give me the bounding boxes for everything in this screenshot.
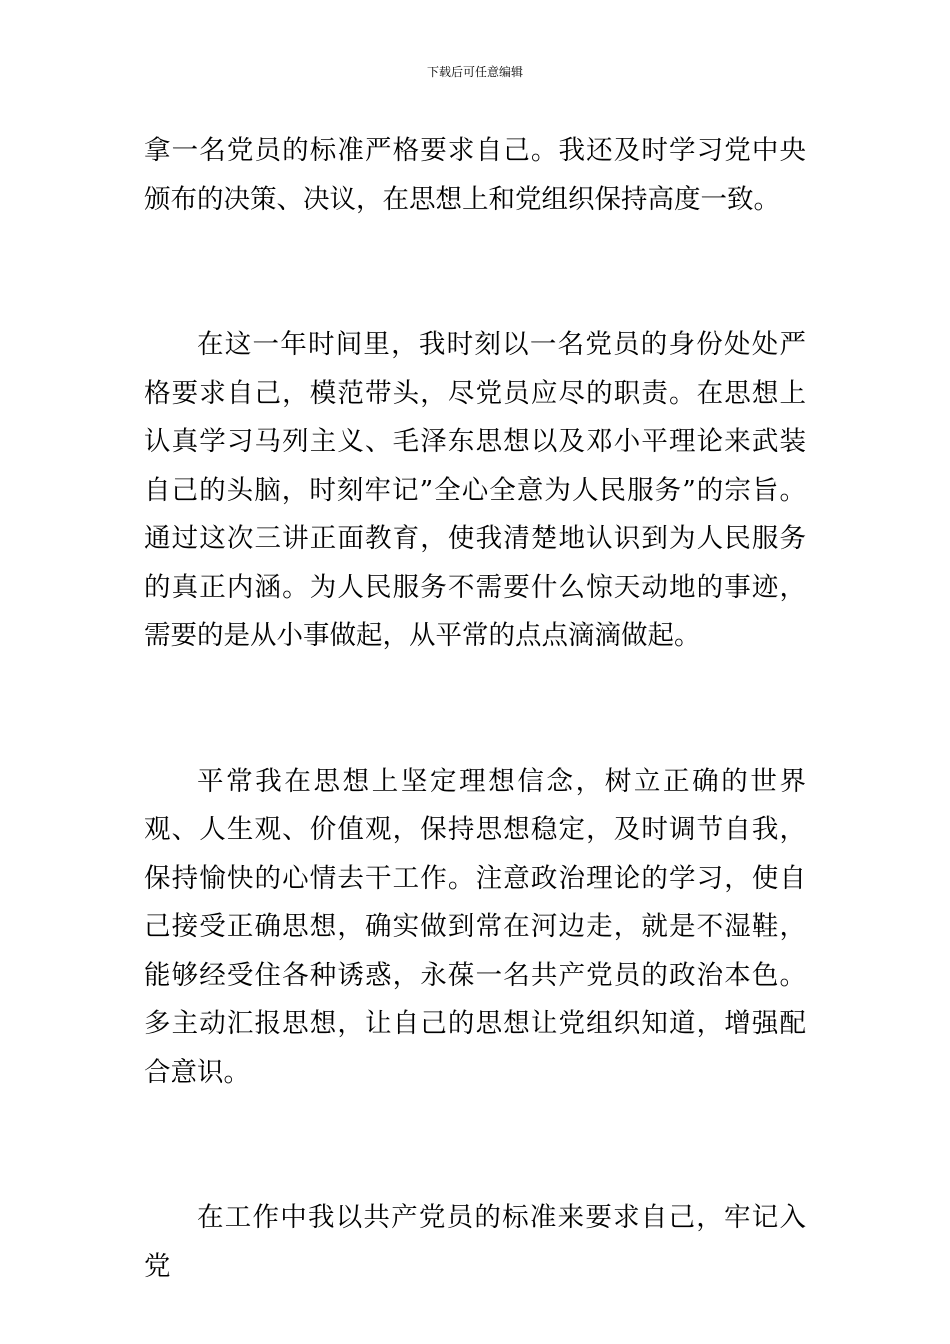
paragraph-spacer — [144, 224, 806, 321]
paragraph-spacer — [144, 661, 806, 758]
paragraph-4: 在工作中我以共产党员的标准来要求自己，牢记入党 — [144, 1202, 806, 1282]
paragraph-1: 拿一名党员的标准严格要求自己。我还及时学习党中央颁布的决策、决议，在思想上和党组织保持高度一致。 — [144, 135, 806, 215]
page-header: 下载后可任意编辑 — [426, 65, 523, 79]
paragraph-3: 平常我在思想上坚定理想信念，树立正确的世界观、人生观、价值观，保持思想稳定，及时调节自我，保持愉快的心情去干工作。注意政治理论的学习，使自己接受正确思想，确实做到常在河边走，就是不湿鞋，能够经受住各种诱惑，永葆一名共产党员的政治本色。多主动汇报思想，让自己的思想让党组织知道，增强配合意识。 — [144, 765, 806, 1088]
paragraph-spacer — [144, 1097, 806, 1194]
document-body — [144, 127, 806, 1291]
paragraph-2: 在这一年时间里，我时刻以一名党员的身份处处严格要求自己，模范带头，尽党员应尽的职责。在思想上认真学习马列主义、毛泽东思想以及邓小平理论来武装自己的头脑，时刻牢记”全心全意为人民服务”的宗旨。通过这次三讲正面教育，使我清楚地认识到为人民服务的真正内涵。为人民服务不需要什么惊天动地的事迹，需要的是从小事做起，从平常的点点滴滴做起。 — [144, 329, 806, 651]
